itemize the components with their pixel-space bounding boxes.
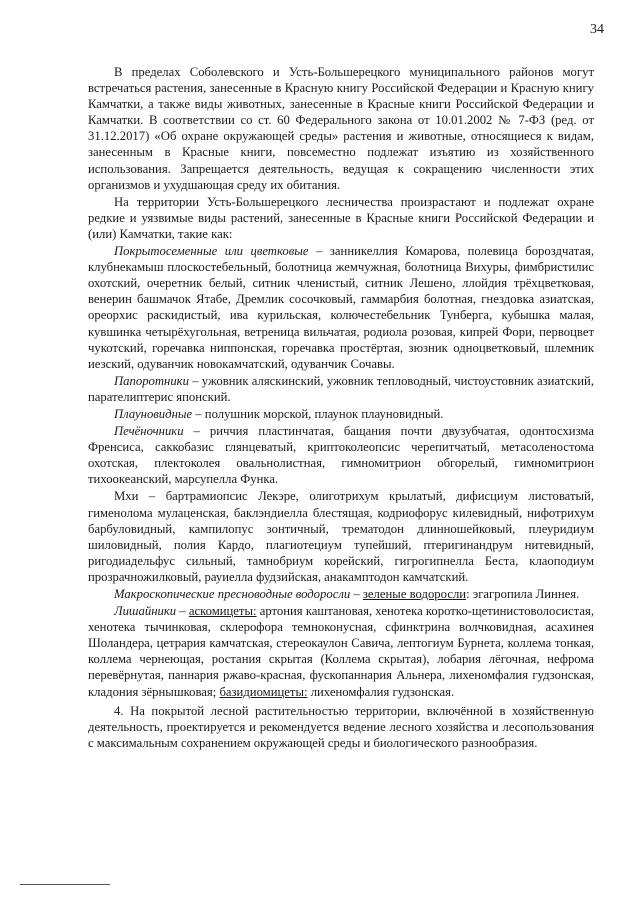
paragraph-algae	[88, 586, 594, 602]
paragraph-item-4: 4. На покрытой лесной растительностью территории, включённой в хозяйственную деятельность, проектируется и рекомендуется ведение лесного хозяйства и лесопользования с максимальным сохранением окружающей среды и биологического разнообразия.	[88, 703, 594, 750]
lycopods-label: Плауновидные	[114, 406, 193, 421]
liverworts-list: – риччия пластинчатая, бащания почти двузубчатая, одонтосхизма Френсиса, саккобазис глянцеватый, криптоколеопсис черепитчатый, метасоленостома охотская, плектоколея овальнолистная, гимномитрион обгорелый, гимномитрион тихоокеанский, марсупелла Функа.	[88, 424, 594, 487]
ascomycetes-label: аскомицеты:	[188, 604, 257, 619]
basidiomycetes-list: лихеномфалия гудзонская.	[307, 684, 455, 699]
paragraph-red-book-intro: В пределах Соболевского и Усть-Большерецкого муниципального районов могут встречаться растения, занесенные в Красную книгу Российской Федерации и Красную книгу Камчатки, а также виды животных, занесенные в Красные книги Российской Федерации и Камчатки. В соответствии со ст. 60 Федерального закона от 10.01.2002 № 7-ФЗ (ред. от 31.12.2017) «Об охране окружающей среды» растения и животные, относящиеся к видам, занесенным в Красные книги, повсеместно подлежат изъятию из хозяйственного использования. Запрещается деятельность, ведущая к сокращению численности этих организмов и ухудшающая среду их обитания.	[88, 65, 594, 192]
paragraph-lichens	[88, 603, 594, 700]
page-number: 34	[590, 22, 604, 37]
paragraph-ferns	[88, 373, 594, 405]
liverworts-label: Печёночники	[114, 424, 184, 439]
lichens-label: Лишайники	[114, 604, 177, 619]
ascomycetes-list: артония каштановая, хенотека коротко-щетинистоволосистая, хенотека тычинковая, склерофора темноконусная, сфинктрина волчковидная, асахинея Шоландера, цетрария камчатская, стереокаулон Савича, лептогиум Бурнета, коллема тонкая, коллема чернеющая, ростания скрытая (Коллема скрытая), лобария лёгочная, нефрома перевёрнутая, паннария ржаво-красная, фускопаннария Альнера, лихеномфалия гудзонская, кладония зёрнышковая;	[88, 604, 595, 699]
footer-divider	[20, 884, 110, 885]
paragraph-mosses: Мхи – бартрамиопсис Лекэре, олиготрихум крылатый, дифисциум листоватый, гименолома мулаценская, баклэндиелла блестящая, кодриофорус килевидный, нифотрихум барбуловидный, кампилопус зонтичный, трематодон длинношейковый, плеуридиум шиловидный, полия Кардо, плагиотециум тупейший, птеригинандрум нитевидный, ригодиадельфус сильный, тамнобриум корейский, гигрогипнелла Беста, клаоподиум прозрачножилковый, рауиелла фудзийская, анакамптодон камчатский.	[88, 489, 594, 584]
flowering-plants-list: – занникеллия Комарова, полевица бороздчатая, клубнекамыш плоскостебельный, болотница жемчужная, болотница Вихуры, фимбристилис охотский, очеретник белый, ситник членистый, ситник Лешено, ллойдия трёхцветковая, венерин башмачок Ятабе, Дремлик сосочковый, гаммарбия болотная, гнездовка азиатская, ореорхис раскидистый, ива курильская, колючестебельник Тунберга, кубышка малая, кувшинка четырёхугольная, ветреница вильчатая, родиола розовая, кипрей Фори, первоцвет чукотский, горечавка ниппонская, горечавка простёртая, зюзник одноцветковый, шлемник иезский, одуванчик новокамчатский, одуванчик Сочавы.	[88, 244, 594, 371]
green-algae-label: зеленые водоросли	[362, 587, 467, 601]
algae-dash: –	[350, 587, 363, 601]
paragraph-liverworts	[88, 423, 594, 487]
paragraph-protected-species-intro: На территории Усть-Большерецкого лесничества произрастают и подлежат охране редкие и уязвимые виды растений, занесенные в Красные книги Российской Федерации и (или) Камчатки, такие как:	[88, 194, 594, 241]
document-body	[88, 64, 594, 752]
lycopods-list: – полушник морской, плаунок плауновидный.	[192, 406, 444, 421]
ferns-label: Папоротники	[114, 373, 189, 388]
flowering-plants-label: Покрытосеменные или цветковые	[114, 244, 309, 259]
ferns-list: – ужовник аляскинский, ужовник тепловодный, чистоустовник азиатский, парателиптерис японский.	[88, 373, 594, 404]
algae-label: Макроскопические пресноводные водоросли	[114, 587, 351, 601]
basidiomycetes-label: базидиомицеты:	[219, 684, 308, 699]
paragraph-lycopods	[88, 406, 594, 422]
lichens-dash: –	[176, 604, 189, 619]
algae-list: : эгагропила Линнея.	[466, 587, 580, 601]
paragraph-flowering-plants	[88, 243, 594, 372]
